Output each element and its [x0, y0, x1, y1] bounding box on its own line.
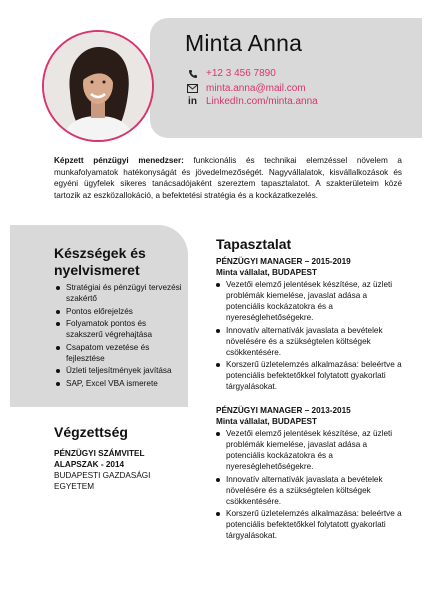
job-company: Minta vállalat, BUDAPEST [216, 268, 318, 277]
skill-list [56, 282, 184, 391]
job-entry [216, 405, 406, 543]
education-title: Végzettség [54, 424, 128, 440]
school-line1: BUDAPESTI GAZDASÁGI [54, 471, 151, 480]
list-item: Vezetői elemző jelentések készítése, az üzleti problémák kiemelése, javaslat adása a potenciális kockázatokra és a nyereséglehetőségekre. [216, 279, 406, 323]
contact-email[interactable] [187, 83, 306, 94]
candidate-name: Minta Anna [185, 30, 303, 56]
list-item: Vezetői elemző jelentések készítése, az üzleti problémák kiemelése, javaslat adása a potenciális kockázatokra és a nyereséglehetőségekre. [216, 428, 406, 472]
contact-phone[interactable] [187, 68, 276, 79]
education-entry [54, 448, 194, 492]
degree-line2: ALAPSZAK - 2014 [54, 460, 125, 469]
summary-text: funkcionális és technikai elemzéssel növelem a munkafolyamatok hatékonyságát és jövedelmezőségét. Nagyvállalatok, kisvállalkozások és egyéni ügyfelek sikeres tanácsadójaként szereztem tapasztalatot. A szakterületeim közé tartozik az eszközallokáció, a befektetési stratégia és a kockázatkezelés. [54, 156, 402, 200]
list-item: Stratégiai és pénzügyi tervezési szakértő [56, 282, 184, 304]
profile-photo [42, 30, 154, 142]
email-icon [187, 83, 198, 94]
linkedin-text: LinkedIn.com/minta.anna [206, 96, 318, 107]
school-line2: EGYETEM [54, 482, 95, 491]
list-item: Innovatív alternatívák javaslata a bevételek növelésére és a szükségtelen költségek csökkentésére. [216, 474, 406, 507]
summary [54, 155, 402, 201]
list-item: Folyamatok pontos és szakszerű végrehajtása [56, 318, 184, 340]
list-item: Innovatív alternatívák javaslata a bevételek növelésére és a szükségtelen költségek csökkentésére. [216, 325, 406, 358]
job-title: PÉNZÜGYI MANAGER – 2013-2015 [216, 406, 351, 415]
degree-line1: PÉNZÜGYI SZÁMVITEL [54, 449, 145, 458]
skills-title-line1: Készségek és [54, 245, 146, 261]
job-company: Minta vállalat, BUDAPEST [216, 417, 318, 426]
experience-title: Tapasztalat [216, 236, 292, 252]
job-entry [216, 256, 406, 394]
list-item: Pontos előrejelzés [56, 306, 184, 317]
skills-title [54, 245, 146, 279]
contact-linkedin[interactable] [187, 96, 318, 107]
linkedin-icon: in [188, 96, 197, 107]
phone-icon [187, 68, 198, 79]
summary-lead: Képzett pénzügyi menedzser: [54, 156, 184, 165]
list-item: Korszerű üzletelemzés alkalmazása: beleértve a potenciális befektetőkkel folytatott gyakorlati tárgyalásokat. [216, 359, 406, 392]
skills-title-line2: nyelvismeret [54, 262, 140, 278]
list-item: SAP, Excel VBA ismerete [56, 378, 184, 389]
list-item: Csapatom vezetése és fejlesztése [56, 342, 184, 364]
profile-photo-illustration [44, 32, 152, 140]
list-item: Korszerű üzletelemzés alkalmazása: beleértve a potenciális befektetőkkel folytatott gyakorlati tárgyalásokat. [216, 508, 406, 541]
list-item: Üzleti teljesítmények javítása [56, 365, 184, 376]
phone-text: +12 3 456 7890 [206, 68, 276, 79]
job-title: PÉNZÜGYI MANAGER – 2015-2019 [216, 257, 351, 266]
email-text: minta.anna@mail.com [206, 83, 306, 94]
